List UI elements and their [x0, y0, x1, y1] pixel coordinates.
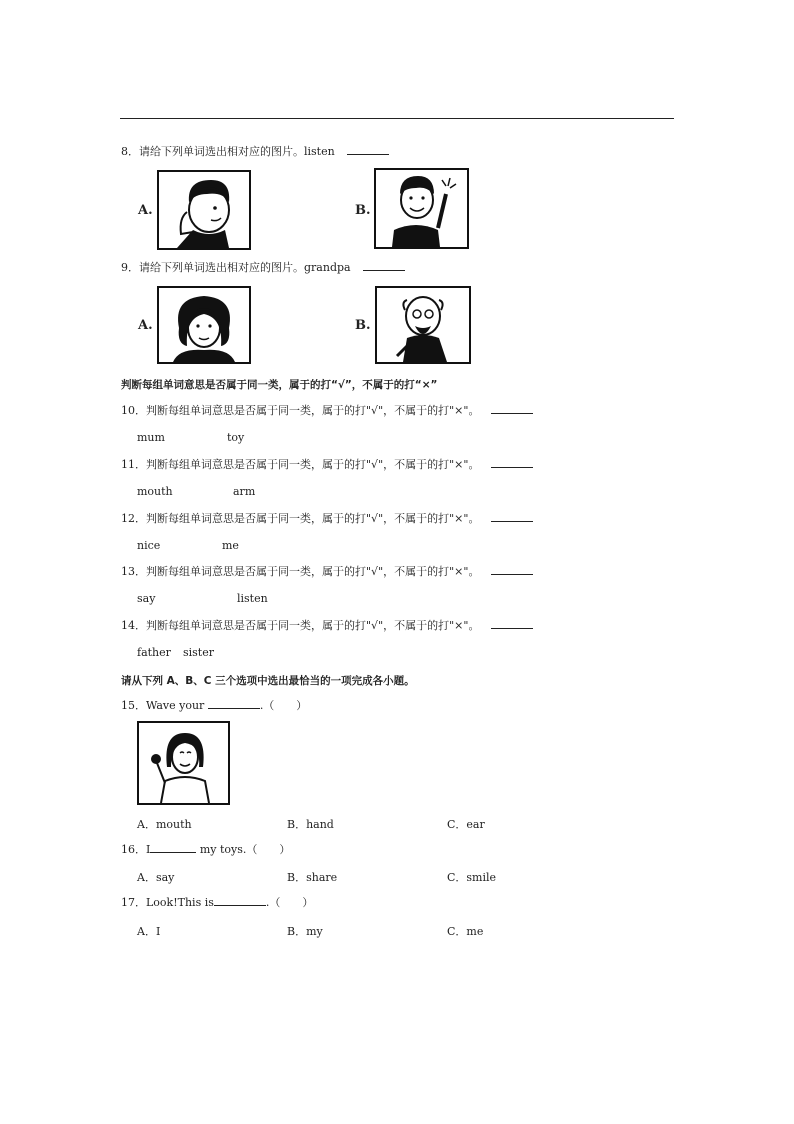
- question-word: grandpa: [304, 261, 351, 274]
- girl-waving-icon: [137, 721, 230, 805]
- option-a[interactable]: A．I: [137, 925, 161, 938]
- choice-question-17: [121, 896, 313, 910]
- option-a[interactable]: A．say: [137, 871, 175, 884]
- answer-blank[interactable]: [491, 565, 533, 575]
- option-label: B.: [355, 203, 371, 218]
- option-c[interactable]: C．ear: [447, 818, 485, 831]
- answer-blank[interactable]: [347, 145, 389, 155]
- boy-listening-icon[interactable]: [157, 170, 251, 250]
- question-number: 16．: [121, 843, 146, 856]
- header-rule: [120, 118, 674, 119]
- question-number: 17．: [121, 896, 146, 909]
- answer-blank[interactable]: [150, 843, 196, 853]
- answer-blank[interactable]: [491, 619, 533, 629]
- word-2: toy: [227, 431, 245, 444]
- question-number: 10．: [121, 404, 146, 417]
- word-2: arm: [233, 485, 256, 498]
- question-9: [121, 261, 405, 275]
- option-a[interactable]: A．mouth: [137, 818, 192, 831]
- answer-blank[interactable]: [491, 512, 533, 522]
- answer-blank[interactable]: [491, 458, 533, 468]
- judge-question-12: [121, 512, 533, 526]
- question-number: 9．: [121, 261, 139, 274]
- choice-question-16: [121, 843, 290, 857]
- question-text: I: [146, 843, 151, 856]
- option-label: B.: [355, 318, 371, 333]
- question-text: Look!This is: [146, 896, 214, 909]
- option-b[interactable]: B．share: [287, 871, 338, 884]
- judge-question-11: [121, 458, 533, 472]
- question-number: 12．: [121, 512, 146, 525]
- judge-question-13: [121, 565, 533, 579]
- boy-waving-icon[interactable]: [374, 168, 469, 249]
- grandpa-portrait-icon[interactable]: [375, 286, 471, 364]
- question-number: 14．: [121, 619, 146, 632]
- question-prompt: 判断每组单词意思是否属于同一类，属于的打"√"，不属于的打"×"。: [146, 512, 480, 525]
- question-number: 15．: [121, 699, 146, 712]
- word-1: say: [137, 592, 156, 605]
- option-label: A.: [138, 203, 153, 218]
- question-word: listen: [304, 145, 335, 158]
- question-text: my toys.（ ）: [196, 843, 291, 856]
- answer-blank[interactable]: [208, 699, 260, 709]
- word-1: nice: [137, 539, 161, 552]
- question-prompt: 请给下列单词选出相对应的图片。: [139, 261, 304, 274]
- question-text: Wave your: [146, 699, 208, 712]
- option-c[interactable]: C．me: [447, 925, 484, 938]
- section-heading-judge: 判断每组单词意思是否属于同一类，属于的打“√”，不属于的打“×”: [121, 379, 438, 391]
- question-number: 11．: [121, 458, 146, 471]
- question-prompt: 判断每组单词意思是否属于同一类，属于的打"√"，不属于的打"×"。: [146, 565, 480, 578]
- word-2: listen: [237, 592, 268, 605]
- question-number: 13．: [121, 565, 146, 578]
- question-8: [121, 145, 389, 159]
- question-text: .（ ）: [265, 896, 314, 909]
- option-c[interactable]: C．smile: [447, 871, 497, 884]
- word-1: father: [137, 646, 171, 659]
- woman-portrait-icon[interactable]: [157, 286, 251, 364]
- option-label: A.: [138, 318, 153, 333]
- option-b[interactable]: B．hand: [287, 818, 334, 831]
- question-prompt: 判断每组单词意思是否属于同一类，属于的打"√"，不属于的打"×"。: [146, 404, 480, 417]
- question-text: .（ ）: [259, 699, 308, 712]
- answer-blank[interactable]: [363, 261, 405, 271]
- word-2: sister: [183, 646, 214, 659]
- question-prompt: 判断每组单词意思是否属于同一类，属于的打"√"，不属于的打"×"。: [146, 619, 480, 632]
- question-prompt: 判断每组单词意思是否属于同一类，属于的打"√"，不属于的打"×"。: [146, 458, 480, 471]
- word-1: mum: [137, 431, 165, 444]
- choice-question-15: [121, 699, 307, 713]
- question-prompt: 请给下列单词选出相对应的图片。: [139, 145, 304, 158]
- answer-blank[interactable]: [491, 404, 533, 414]
- section-heading-choice: 请从下列 A、B、C 三个选项中选出最恰当的一项完成各小题。: [121, 675, 415, 687]
- judge-question-14: [121, 619, 533, 633]
- question-number: 8．: [121, 145, 139, 158]
- word-1: mouth: [137, 485, 173, 498]
- option-b[interactable]: B．my: [287, 925, 323, 938]
- word-2: me: [222, 539, 239, 552]
- answer-blank[interactable]: [214, 896, 266, 906]
- judge-question-10: [121, 404, 533, 418]
